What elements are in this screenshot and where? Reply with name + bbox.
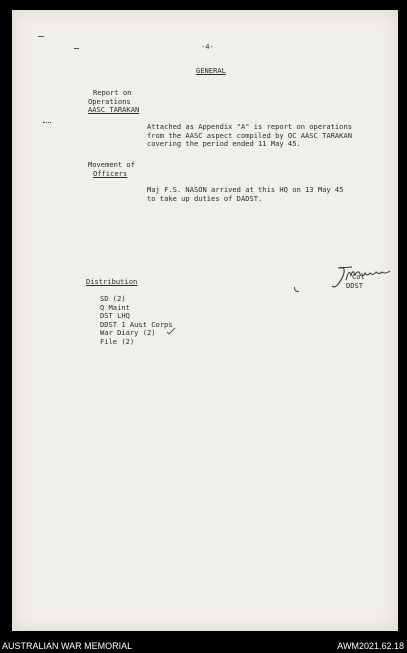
footer-accession-number: AWM2021.62.18	[337, 641, 404, 651]
paragraph-line: covering the period ended 11 May 45.	[147, 139, 301, 148]
ink-mark	[294, 287, 299, 292]
distribution-item: SD (2)	[100, 294, 126, 303]
section-label-line: Operations	[88, 96, 131, 106]
distribution-item: War Diary (2)	[100, 328, 156, 337]
paragraph-line: to take up duties of DADST.	[147, 193, 263, 203]
section-label-line: AASC TARAKAN	[88, 105, 140, 114]
ink-mark	[74, 48, 79, 49]
footer-collection-name: AUSTRALIAN WAR MEMORIAL	[2, 641, 133, 651]
distribution-item: File (2)	[100, 336, 135, 346]
section-label-line: Movement of	[88, 160, 135, 169]
section-label-line: Officers	[93, 168, 128, 178]
document-page	[12, 10, 398, 631]
page-number: -4-	[201, 42, 214, 51]
distribution-item: Q Maint	[100, 302, 130, 312]
distribution-item: DDST 1 Aust Corps	[100, 319, 173, 329]
distribution-title: Distribution	[86, 277, 138, 286]
ink-mark	[38, 36, 44, 37]
distribution-item: DST LHQ	[100, 311, 130, 320]
paragraph-line: Attached as Appendix "A" is report on operations	[147, 122, 352, 131]
paragraph-line: from the AASC aspect compiled by OC AASC TARAKAN	[147, 130, 352, 140]
paragraph-line: Maj F.S. NASON arrived at this HQ on 13 May 45	[147, 185, 344, 194]
tick-mark	[166, 327, 176, 335]
ink-mark	[43, 122, 51, 125]
section-label-line: Report on	[93, 88, 132, 97]
signatory-appointment: DDST	[346, 280, 364, 290]
signatory-rank: Col	[352, 272, 365, 281]
section-heading: GENERAL	[196, 66, 226, 75]
